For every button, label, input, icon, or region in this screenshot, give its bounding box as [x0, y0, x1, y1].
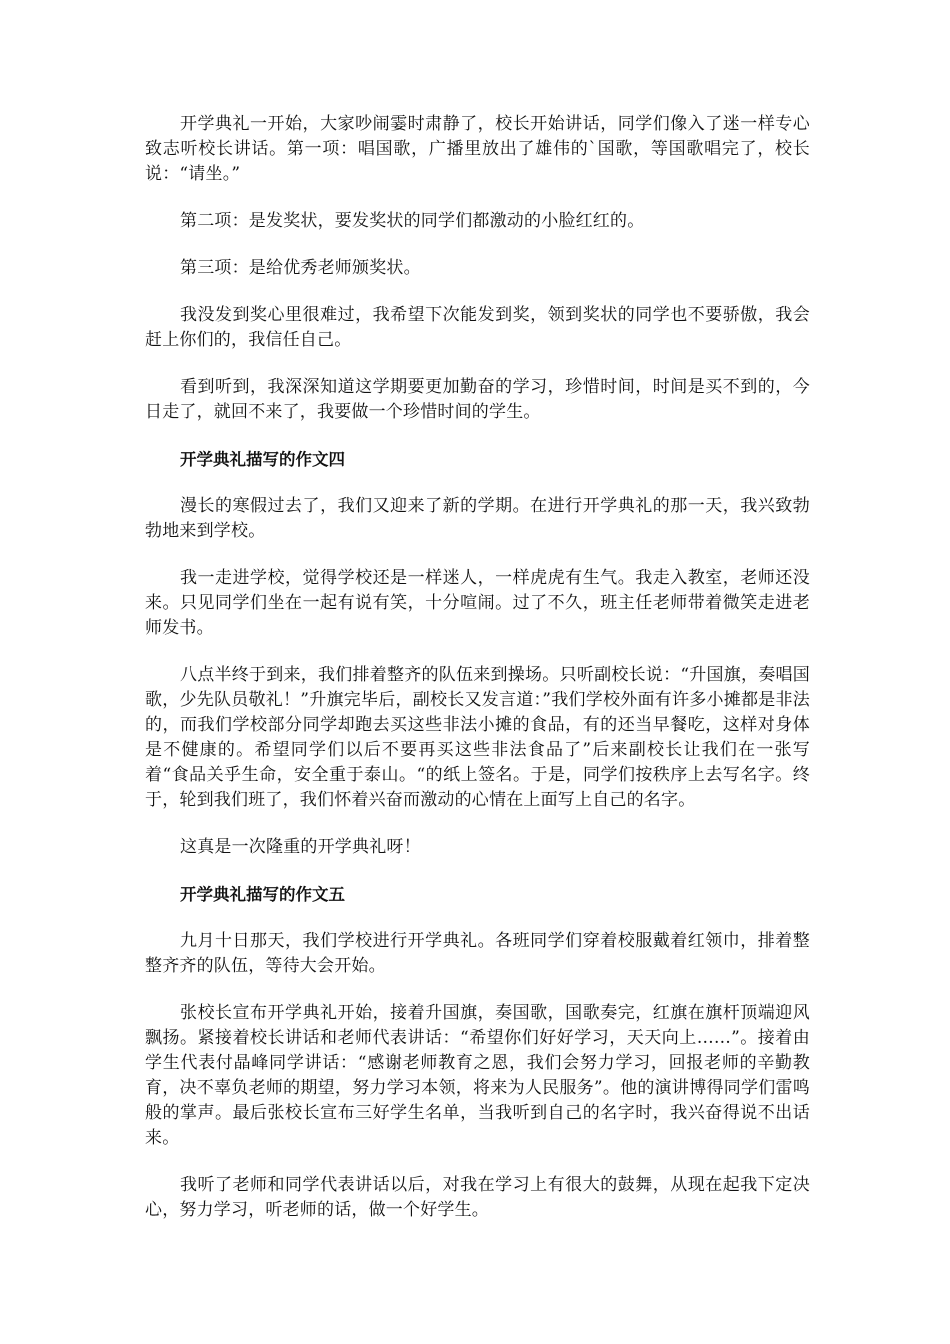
- paragraph: 开学典礼一开始，大家吵闹霎时肃静了，校长开始讲话，同学们像入了迷一样专心致志听校长讲话。第一项：唱国歌，广播里放出了雄伟的`国歌，等国歌唱完了，校长说：“请坐。”: [145, 114, 810, 184]
- paragraph: 八点半终于到来，我们排着整齐的队伍来到操场。只听副校长说：“升国旗，奏唱国歌，少先队员敬礼！”升旗完毕后，副校长又发言道：”我们学校外面有许多小摊都是非法的，而我们学校部分同学却跑去买这些非法小摊的食品，有的还当早餐吃，这样对身体是不健康的。希望同学们以后不要再买这些非法食品了”后来副校长让我们在一张写着“食品关乎生命，安全重于泰山。“的纸上签名。于是，同学们按秩序上去写名字。终于，轮到我们班了，我们怀着兴奋而激动的心情在上面写上自己的名字。: [145, 665, 810, 810]
- section-heading: 开学典礼描写的作文四: [180, 450, 345, 469]
- paragraph: 我一走进学校，觉得学校还是一样迷人，一样虎虎有生气。我走入教室，老师还没来。只见同学们坐在一起有说有笑，十分喧闹。过了不久，班主任老师带着微笑走进老师发书。: [145, 568, 810, 638]
- section-heading: 开学典礼描写的作文五: [180, 885, 345, 904]
- paragraph: 我没发到奖心里很难过，我希望下次能发到奖，领到奖状的同学也不要骄傲，我会赶上你们的，我信任自己。: [145, 305, 810, 350]
- document-body: [145, 112, 810, 1245]
- paragraph: 看到听到，我深深知道这学期要更加勤奋的学习，珍惜时间，时间是买不到的，今日走了，就回不来了，我要做一个珍惜时间的学生。: [145, 377, 810, 422]
- paragraph: 这真是一次隆重的开学典礼呀！: [180, 837, 421, 857]
- paragraph: 第三项：是给优秀老师颁奖状。: [180, 258, 421, 278]
- paragraph: 第二项：是发奖状，要发奖状的同学们都激动的小脸红红的。: [180, 211, 645, 231]
- paragraph: 漫长的寒假过去了，我们又迎来了新的学期。在进行开学典礼的那一天，我兴致勃勃地来到学校。: [145, 496, 810, 541]
- paragraph: 张校长宣布开学典礼开始，接着升国旗，奏国歌，国歌奏完，红旗在旗杆顶端迎风飘扬。紧接着校长讲话和老师代表讲话：“希望你们好好学习，天天向上……”。接着由学生代表付晶峰同学讲话：“感谢老师教育之恩，我们会努力学习，回报老师的辛勤教育，决不辜负老师的期望，努力学习本领，将来为人民服务”。他的演讲博得同学们雷鸣般的掌声。最后张校长宣布三好学生名单，当我听到自己的名字时，我兴奋得说不出话来。: [145, 1003, 810, 1148]
- paragraph: 我听了老师和同学代表讲话以后，对我在学习上有很大的鼓舞，从现在起我下定决心，努力学习，听老师的话，做一个好学生。: [145, 1175, 810, 1220]
- paragraph: 九月十日那天，我们学校进行开学典礼。各班同学们穿着校服戴着红领巾，排着整整齐齐的队伍，等待大会开始。: [145, 931, 810, 976]
